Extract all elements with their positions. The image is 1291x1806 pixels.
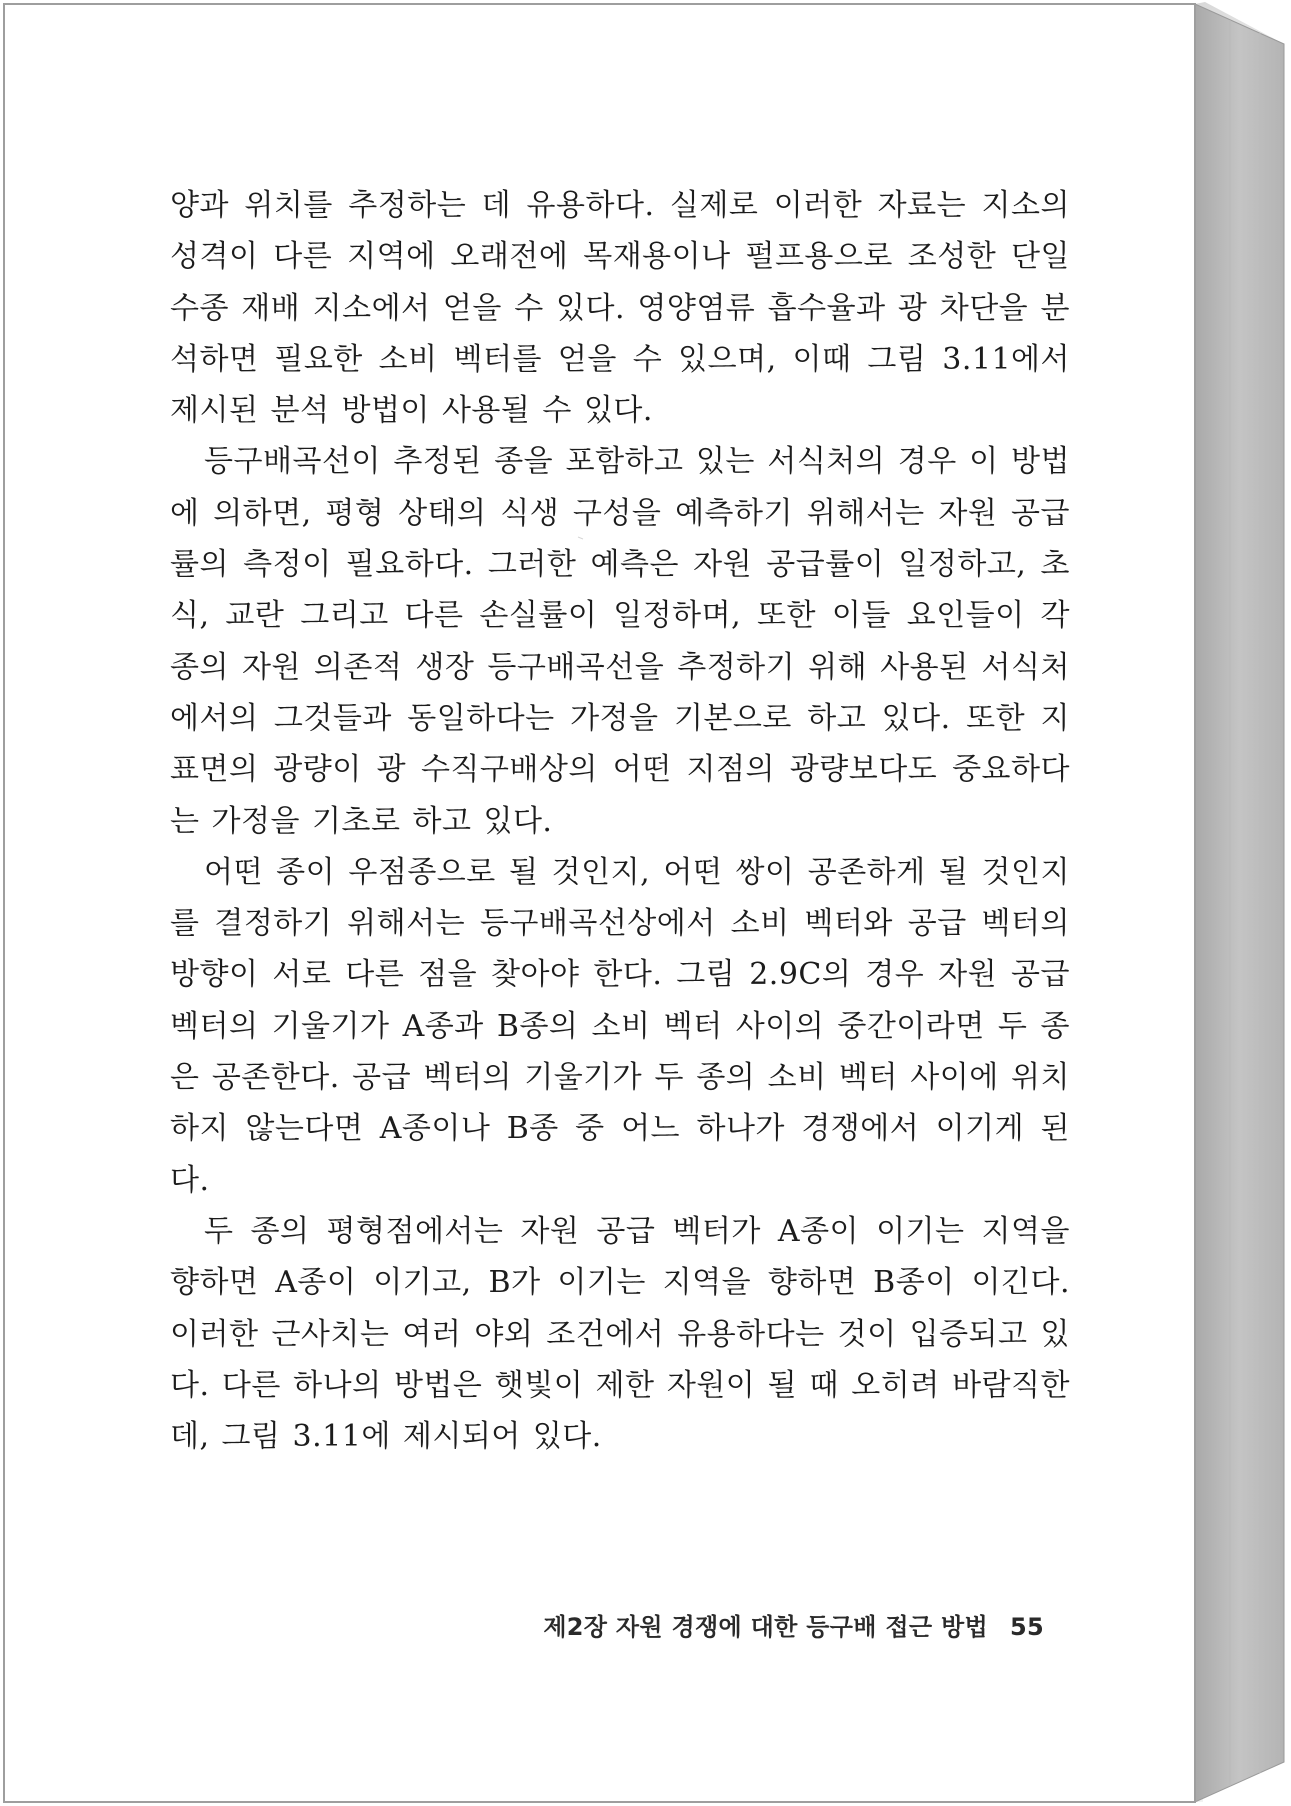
running-footer xyxy=(543,1607,1044,1642)
page-number: 55 xyxy=(1010,1613,1044,1641)
paragraph: 등구배곡선이 추정된 종을 포함하고 있는 서식처의 경우 이 방법에 의하면, 평형 상태의 식생 구성을 예측하기 위해서는 자원 공급률의 측정이 필요하다. 그러한 예측은 자원 공급률이 일정하고, 초식, 교란 그리고 다른 손실률이 일정하며, 또한 이들 요인들이 각 종의 자원 의존적 생장 등구배곡선을 추정하기 위해 사용된 서식처에서의 그것들과 동일하다는 가정을 기본으로 하고 있다. 또한 지표면의 광량이 광 수직구배상의 어떤 지점의 광량보다도 중요하다는 가정을 기초로 하고 있다. xyxy=(170,444,1070,839)
paragraph: 두 종의 평형점에서는 자원 공급 벡터가 A종이 이기는 지역을 향하면 A종이 이기고, B가 이기는 지역을 향하면 B종이 이긴다. 이러한 근사치는 여러 야외 조건에서 유용하다는 것이 입증되고 있다. 다른 하나의 방법은 햇빛이 제한 자원이 될 때 오히려 바람직한데, 그림 3.11에 제시되어 있다. xyxy=(170,1213,1070,1455)
paragraph: 양과 위치를 추정하는 데 유용하다. 실제로 이러한 자료는 지소의 성격이 다른 지역에 오래전에 목재용이나 펄프용으로 조성한 단일 수종 재배 지소에서 얻을 수 있다. 영양염류 흡수율과 광 차단을 분석하면 필요한 소비 벡터를 얻을 수 있으며, 이때 그림 3.11에서 제시된 분석 방법이 사용될 수 있다. xyxy=(170,188,1070,429)
chapter-title: 제2장 자원 경쟁에 대한 등구배 접근 방법 xyxy=(543,1613,988,1641)
body-text xyxy=(170,180,1070,1462)
book-side-edge xyxy=(1195,4,1284,1802)
paragraph: 어떤 종이 우점종으로 될 것인지, 어떤 쌍이 공존하게 될 것인지를 결정하기 위해서는 등구배곡선상에서 소비 벡터와 공급 벡터의 방향이 서로 다른 점을 찾아야 한다. 그림 2.9C의 경우 자원 공급 벡터의 기울기가 A종과 B종의 소비 벡터 사이의 중간이라면 두 종은 공존한다. 공급 벡터의 기울기가 두 종의 소비 벡터 사이에 위치하지 않는다면 A종이나 B종 중 어느 하나가 경쟁에서 이기게 된다. xyxy=(170,854,1070,1198)
